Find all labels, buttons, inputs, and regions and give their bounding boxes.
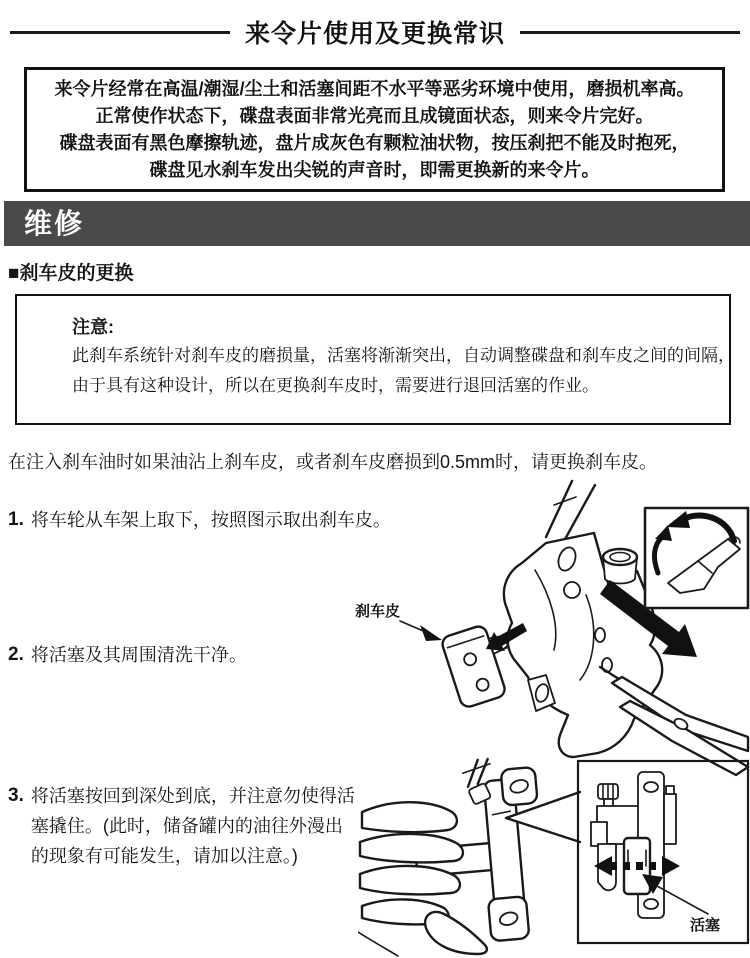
step-3-text: 将活塞按回到深处到底，并注意勿使得活塞撬住。(此时，储备罐内的油往外漫出的现象有可能发生，请加以注意。) [30, 786, 355, 866]
intro-line: 碟盘见水刹车发出尖锐的声音时，即需更换新的来令片。 [149, 159, 600, 180]
step-1-number: 1. [8, 509, 24, 530]
page-title: 来令片使用及更换常识 [245, 20, 506, 48]
piston-label: 活塞 [690, 917, 721, 934]
figure-piston-reset-svg [358, 754, 750, 958]
notice-line: 由于具有这种设计，所以在更换刹车皮时，需要进行退回活塞的作业。 [72, 376, 599, 395]
figure-pad-removal-svg [350, 475, 750, 777]
notice-box [15, 294, 735, 425]
step-1-text: 将车轮从车架上取下，按照图示取出刹车皮。 [30, 510, 391, 530]
intro-line: 正常使作状态下，碟盘表面非常光亮而且成镜面状态，则来令片完好。 [95, 105, 654, 126]
brake-caliper-drawing [504, 533, 662, 757]
maintenance-banner: 维修 [4, 201, 750, 246]
step-3-number: 3. [8, 785, 24, 806]
title-rule-left [10, 31, 230, 34]
subsection-title: ■刹车皮的更换 [8, 263, 134, 284]
inset-rotation-box [645, 508, 748, 608]
label-arrowhead-icon [420, 625, 442, 641]
brake-pad-label: 刹车皮 [355, 603, 401, 620]
figure-piston-reset [358, 754, 750, 958]
step-2-text: 将活塞及其周围清洗干净。 [30, 645, 247, 665]
intro-line: 来令片经常在高温/潮湿/尘土和活塞间距不水平等恶劣环境中使用，磨损机率高。 [54, 78, 695, 99]
title-rule-right [520, 31, 740, 34]
figure-pad-removal [350, 475, 750, 777]
step-2-number: 2. [8, 644, 24, 665]
brake-hose-drawing [546, 481, 595, 541]
notice-lines [72, 341, 735, 401]
intro-line: 碟盘表面有黑色摩擦轨迹，盘片成灰色有颗粒油状物，按压刹把不能及时抱死， [59, 132, 690, 153]
hand-holding-caliper-drawing [358, 755, 549, 956]
notice-heading: 注意: [72, 317, 114, 337]
replacement-note: 在注入刹车油时如果油沾上刹车皮，或者刹车皮磨损到0.5mm时，请更换刹车皮。 [8, 452, 658, 472]
intro-box [24, 67, 725, 192]
notice-line: 此刹车系统针对刹车皮的磨损量，活塞将渐渐突出，自动调整碟盘和刹车皮之间的间隔， [72, 346, 735, 365]
brake-pad-label-group [355, 602, 442, 641]
step-3 [8, 781, 360, 871]
piston-diagram [591, 772, 720, 934]
title-row [10, 13, 740, 51]
